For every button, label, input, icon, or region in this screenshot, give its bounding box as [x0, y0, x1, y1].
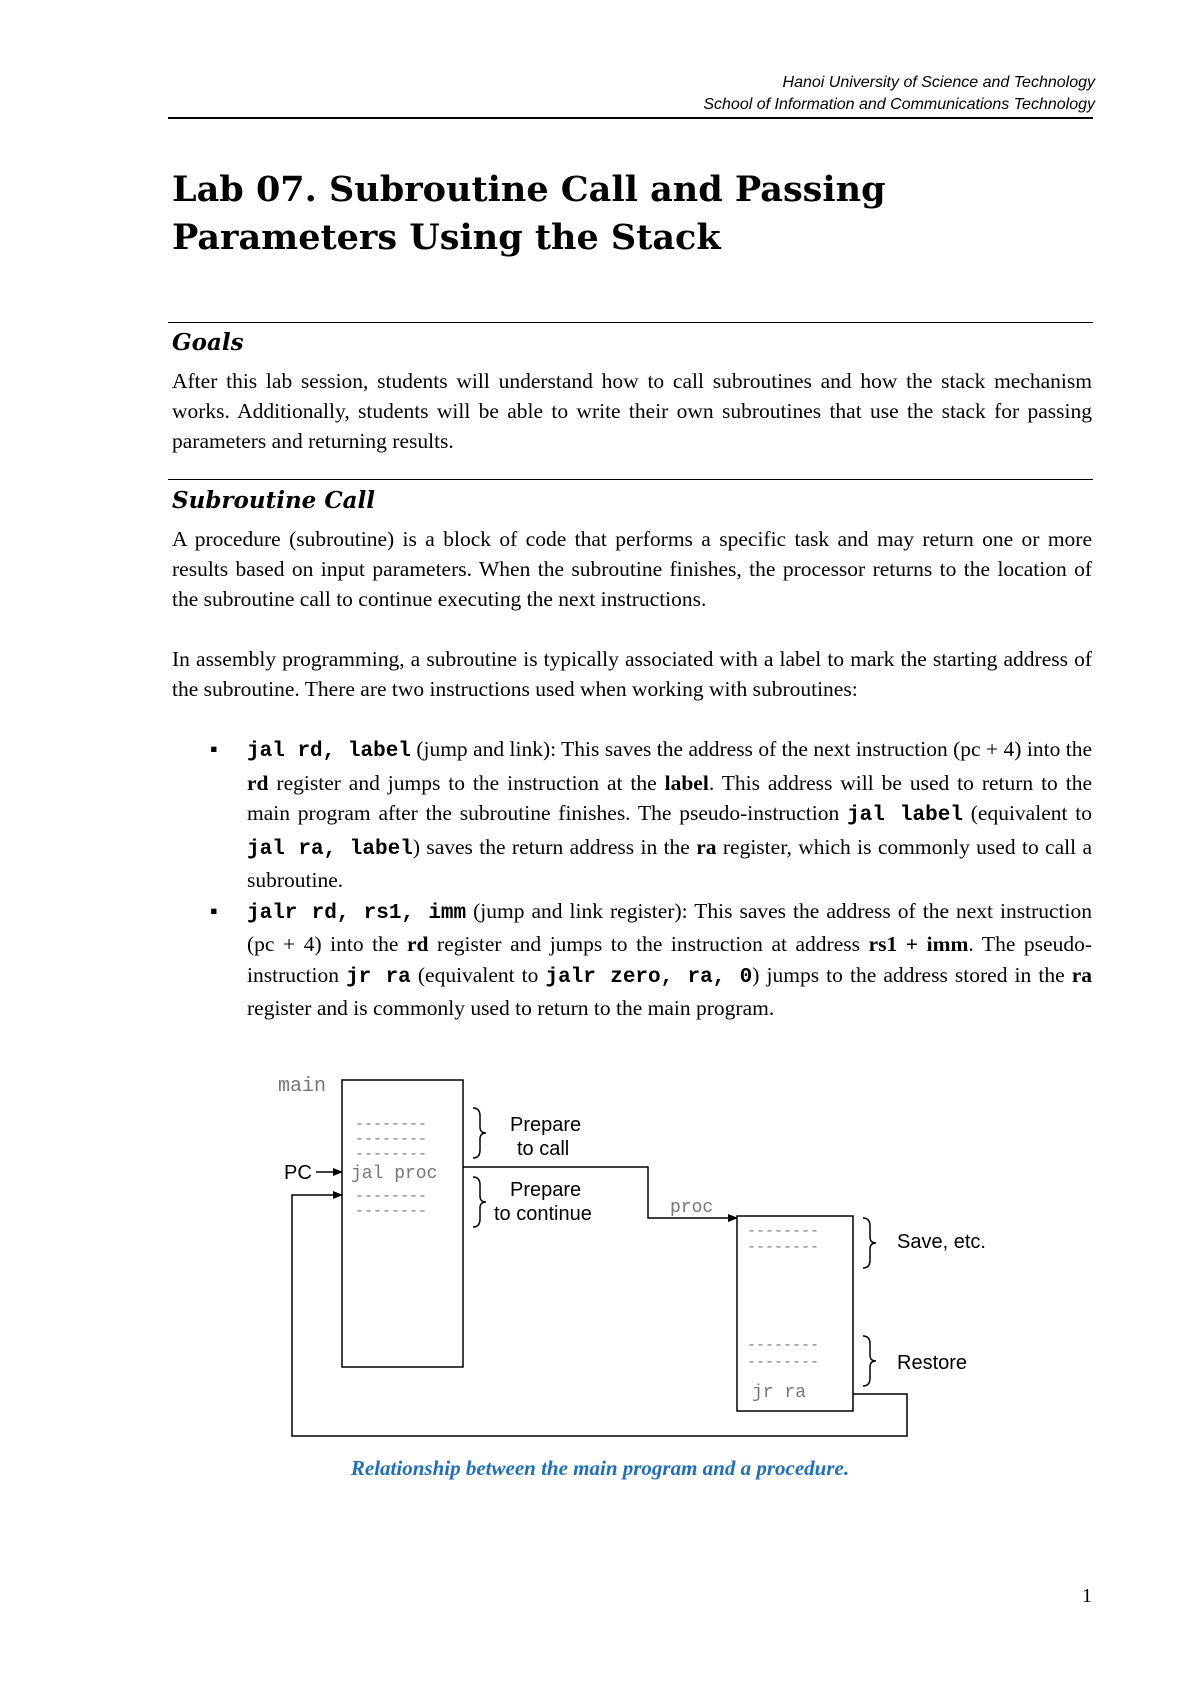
bold-term: label [664, 770, 709, 795]
call-instruction: jal proc [351, 1164, 438, 1184]
prepare-continue-label: to continue [494, 1203, 592, 1225]
code-jalr: jalr rd, rs1, imm [247, 901, 467, 925]
code-jalr-zero: jalr zero, ra, 0 [545, 965, 753, 989]
prepare-call-label: to call [517, 1138, 570, 1160]
main-dashes: -------- [355, 1131, 428, 1148]
brace-prepare-continue [473, 1177, 486, 1227]
main-dashes: -------- [355, 1146, 428, 1163]
prepare-continue-label: Prepare [510, 1179, 582, 1201]
return-instruction: jr ra [752, 1383, 807, 1403]
proc-dashes: -------- [747, 1223, 820, 1240]
text: ) jumps to the address stored in the [752, 962, 1072, 987]
figure-caption: Relationship between the main program and a procedure. [350, 1456, 850, 1480]
pc-label: PC [284, 1162, 312, 1184]
main-dashes: -------- [355, 1116, 428, 1133]
text: (jump and link register): This saves the address of the next instruction (pc + 4) into the [247, 898, 1092, 956]
page-title: Lab 07. Subroutine Call and Passing Parameters Using the Stack [172, 169, 886, 258]
text: register and is commonly used to return to the main program. [247, 996, 775, 1020]
page-number: 1 [1082, 1585, 1092, 1607]
text: register and jumps to the instruction at address [428, 932, 869, 956]
brace-prepare-call [473, 1108, 486, 1158]
text: register and jumps to the instruction at the [268, 770, 665, 795]
bold-term: ra [1071, 962, 1093, 987]
text: register, which is commonly used to call a subroutine. [247, 834, 1093, 892]
save-label: Save, etc. [897, 1231, 986, 1253]
main-dashes: -------- [355, 1203, 428, 1220]
brace-save [863, 1218, 876, 1268]
text: . This address will be used to return to the main program after the subroutine finishes. The pseudo-instruction [247, 770, 1092, 825]
subroutine-heading: Subroutine Call [172, 487, 376, 514]
main-dashes: -------- [355, 1188, 428, 1205]
code-jal: jal rd, label [247, 740, 411, 763]
code-jal-label: jal label [847, 804, 963, 827]
text: (equivalent to [962, 801, 1092, 825]
subroutine-paragraph-2: In assembly programming, a subroutine is typically associated with a label to mark the starting address of the subroutine. There are two instructions used when working with subroutines: [172, 647, 1092, 701]
restore-label: Restore [897, 1352, 968, 1374]
subroutine-paragraph-1: A procedure (subroutine) is a block of code that performs a specific task and may return one or more results based on input parameters. When the subroutine finishes, the processor returns to the location of the subroutine call to continue executing the next instructions. [172, 527, 1092, 611]
proc-dashes: -------- [747, 1239, 820, 1256]
bullet-icon: ▪ [210, 737, 218, 761]
goals-heading: Goals [172, 329, 244, 356]
goals-text: After this lab session, students will understand how to call subroutines and how the stack mechanism works. Additionally, students will be able to write their own subroutines that use the stack for passing parameters and returning results. [172, 369, 1092, 453]
proc-dashes: -------- [747, 1354, 820, 1371]
text: . The pseudo-instruction [247, 932, 1092, 987]
bold-term: ra [696, 834, 717, 859]
bold-term: rs1 + imm [868, 932, 969, 956]
text: (equivalent to [410, 962, 546, 987]
header-university: Hanoi University of Science and Technology [782, 74, 1095, 91]
code-jal-ra-label: jal ra, label [247, 837, 413, 861]
code-jr-ra: jr ra [346, 965, 411, 989]
text: (jump and link): This saves the address of the next instruction (pc + 4) into the [410, 737, 1093, 761]
bold-term: rd [247, 770, 269, 795]
bold-term: rd [407, 932, 429, 956]
text: ) saves the return address in the [412, 834, 697, 859]
main-label: main [278, 1075, 327, 1098]
bullet-icon: ▪ [210, 898, 218, 923]
proc-dashes: -------- [747, 1337, 820, 1354]
header-school: School of Information and Communications Technology [703, 96, 1095, 113]
brace-restore [863, 1336, 876, 1386]
proc-label: proc [670, 1198, 714, 1218]
prepare-call-label: Prepare [510, 1114, 582, 1136]
